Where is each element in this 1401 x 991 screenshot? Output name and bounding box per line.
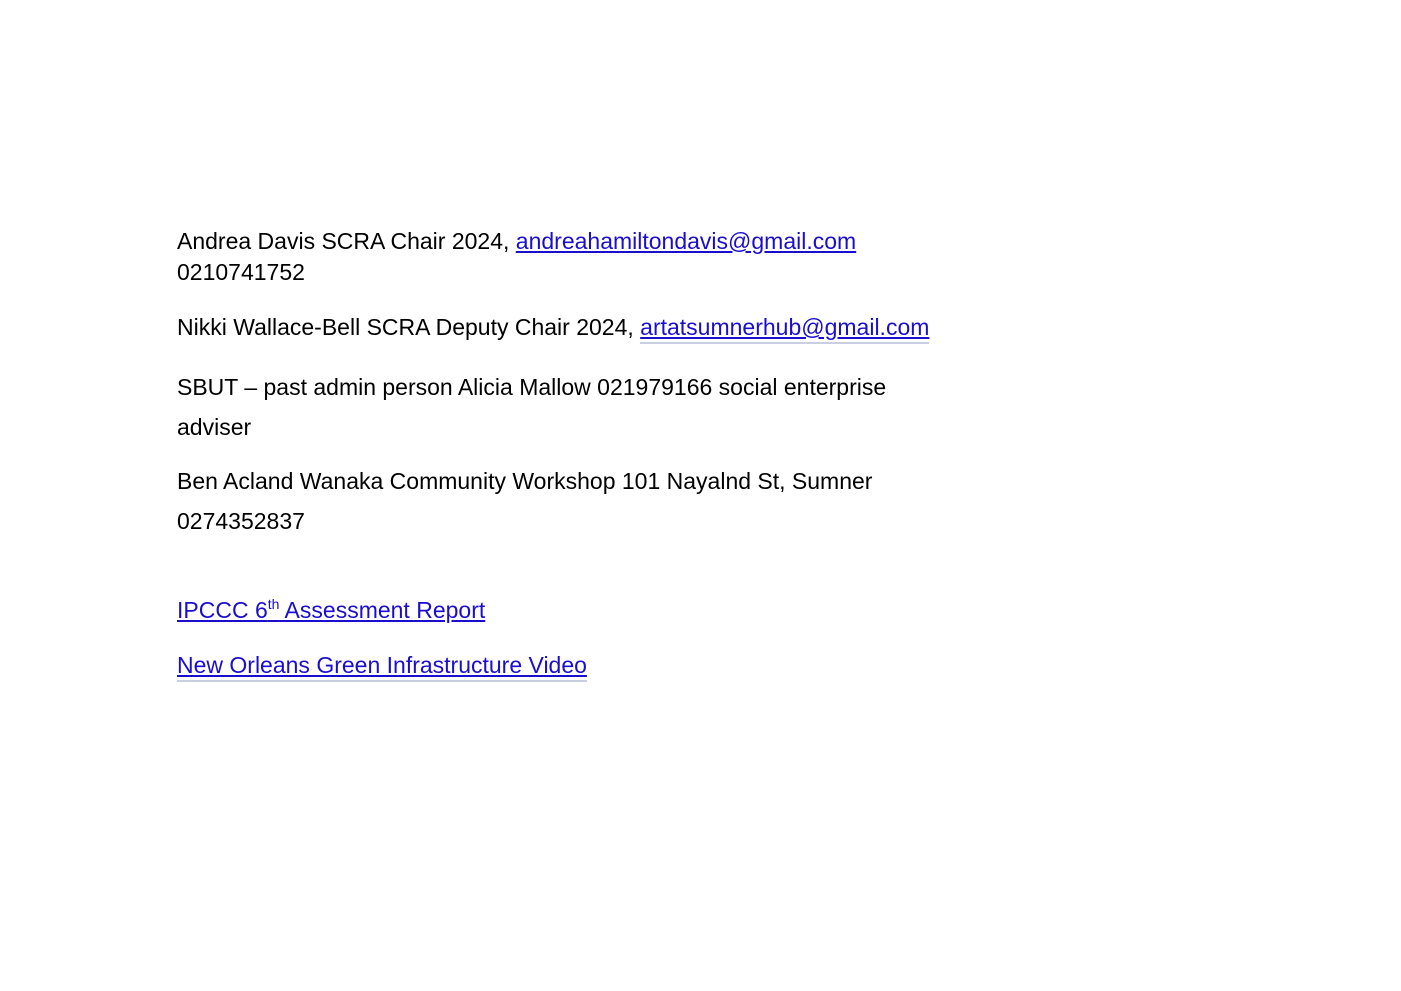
- contact-sbut: [177, 367, 1057, 447]
- contact-andrea-text: Andrea Davis SCRA Chair 2024,: [177, 228, 516, 254]
- contact-ben-acland: [177, 461, 1057, 541]
- contact-andrea-phone: 0210741752: [177, 259, 305, 285]
- contact-ben-line2: 0274352837: [177, 508, 305, 534]
- andrea-email-link[interactable]: andreahamiltondavis@gmail.com: [515, 228, 857, 254]
- new-orleans-video-paragraph: [177, 650, 1057, 681]
- ipcc-link-suffix: Assessment Report: [279, 597, 486, 623]
- contact-ben-line1: Ben Acland Wanaka Community Workshop 101 Nayalnd St, Sumner: [177, 468, 873, 494]
- contact-nikki-text: Nikki Wallace-Bell SCRA Deputy Chair 2024,: [177, 314, 641, 340]
- ipcc-link-superscript: th: [267, 596, 280, 612]
- ipcc-link-prefix: IPCCC 6: [177, 597, 268, 623]
- ipcc-report-link[interactable]: [177, 597, 485, 623]
- document-body: [177, 226, 1057, 681]
- ipcc-report-paragraph: [177, 595, 1057, 626]
- contact-andrea-davis: [177, 226, 1057, 288]
- contact-sbut-line2: adviser: [177, 414, 252, 440]
- new-orleans-video-link[interactable]: New Orleans Green Infrastructure Video: [177, 652, 587, 682]
- contact-sbut-line1: SBUT – past admin person Alicia Mallow 021979166 social enterprise: [177, 374, 887, 400]
- contact-nikki-wallace-bell: [177, 312, 1057, 343]
- nikki-email-link[interactable]: artatsumnerhub@gmail.com: [640, 314, 929, 344]
